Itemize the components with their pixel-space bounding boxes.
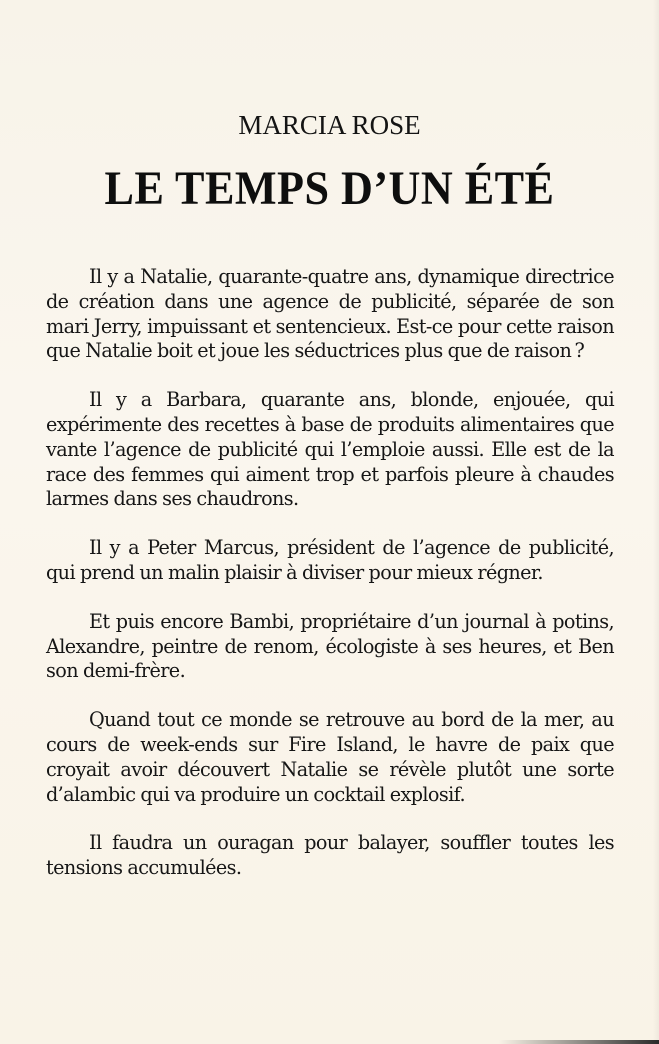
- book-title: LE TEMPS D’UN ÉTÉ: [104, 162, 555, 215]
- blurb-paragraph-bambi: Et puis encore Bambi, propriétaire d’un journal à potins, Alexandre, peintre de renom, écologiste à ses heures, et Ben son demi-frère.: [46, 609, 614, 683]
- blurb-paragraph-ouragan: Il faudra un ouragan pour balayer, souffler toutes les tensions accumulées.: [46, 831, 614, 880]
- blurb-text: [46, 265, 614, 905]
- author-name: MARCIA ROSE: [238, 110, 421, 140]
- blurb-paragraph-peter: Il y a Peter Marcus, président de l’agence de publicité, qui prend un malin plaisir à diviser pour mieux régner.: [46, 536, 614, 584]
- blurb-paragraph-fire-island: Quand tout ce monde se retrouve au bord de la mer, au cours de week-ends sur Fire Island, le havre de paix que croyait avoir découvert Natalie se révèle plutôt une sorte d’alambic qui va produire un cocktail explosif.: [46, 708, 614, 806]
- page-edge-shadow: [653, 0, 659, 1044]
- page-bottom-edge: [499, 1040, 659, 1044]
- blurb-paragraph-natalie: Il y a Natalie, quarante-quatre ans, dynamique directrice de création dans une agence de publicité, séparée de son mari Jerry, impuissant et sentencieux. Est-ce pour cette raison que Natalie boit et joue les séductrices plus que de raison ?: [46, 265, 614, 363]
- blurb-paragraph-barbara: Il y a Barbara, quarante ans, blonde, enjouée, qui expérimente des recettes à base de produits alimentaires que vante l’agence de publicité qui l’emploie aussi. Elle est de la race des femmes qui aiment trop et parfois pleure à chaudes larmes dans ses chaudrons.: [46, 388, 614, 511]
